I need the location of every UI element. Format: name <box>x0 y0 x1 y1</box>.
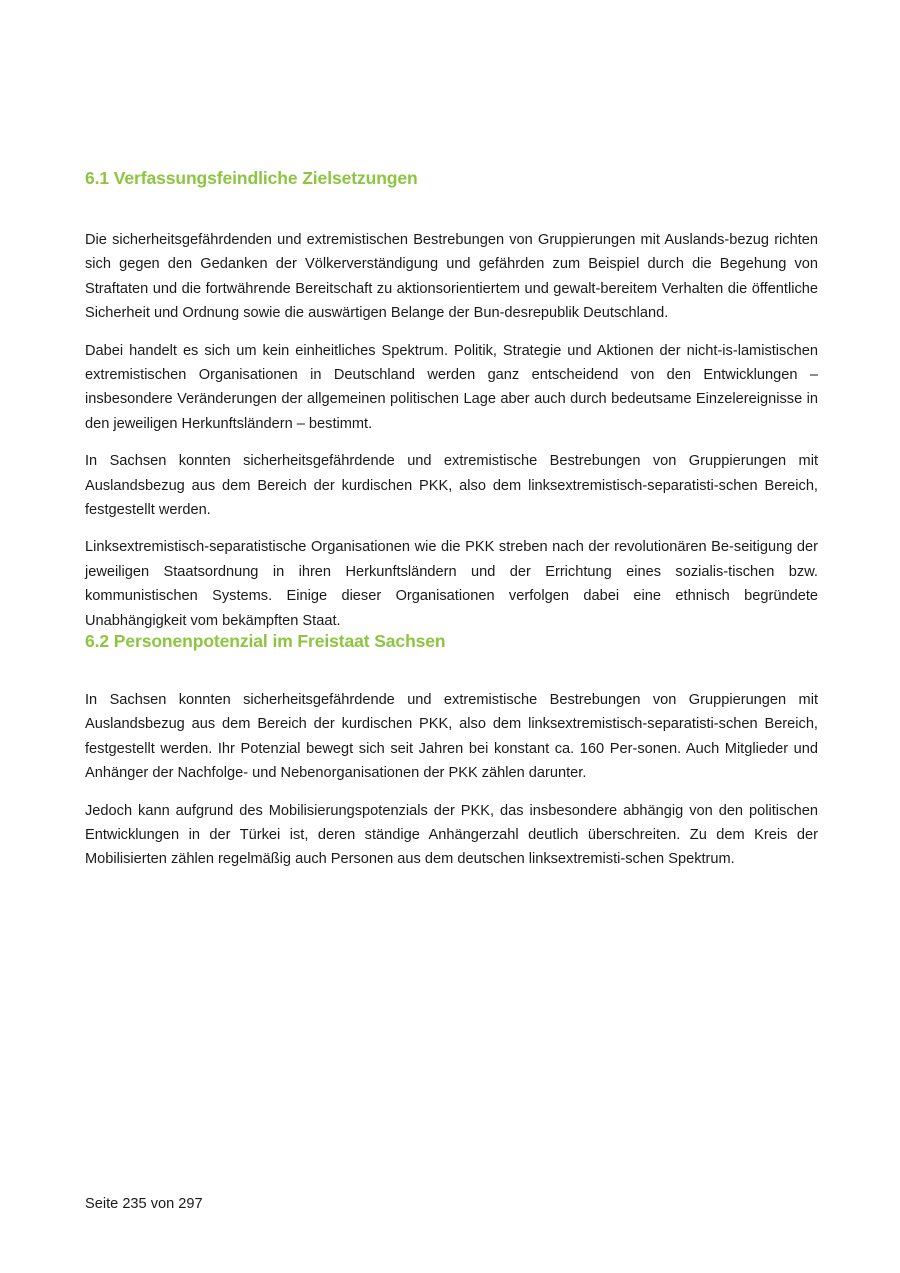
page-footer: Seite 235 von 297 <box>85 1196 203 1212</box>
heading-section-6-2: 6.2 Personenpotenzial im Freistaat Sachsen <box>85 631 446 651</box>
paragraph: In Sachsen konnten sicherheitsgefährdende und extremistische Bestrebungen von Gruppierungen mit Auslandsbezug aus dem Bereich der kurdischen PKK, also dem linksextremistisch-separatisti-schen Bereich, festgestellt werden. <box>85 453 818 519</box>
heading-section-6-1: 6.1 Verfassungsfeindliche Zielsetzungen <box>85 168 418 188</box>
paragraph: In Sachsen konnten sicherheitsgefährdende und extremistische Bestrebungen von Gruppierungen mit Auslandsbezug aus dem Bereich der kurdischen PKK, also dem linksextremistisch-separatisti-schen Bereich, festgestellt werden. Ihr Potenzial bewegt sich seit Jahren bei konstant ca. 160 Per-sonen. Auch Mitglieder und Anhänger der Nachfolge- und Nebenorganisationen der PKK zählen darunter. <box>85 692 818 782</box>
section-6-2-body <box>85 688 818 872</box>
paragraph: Die sicherheitsgefährdenden und extremistischen Bestrebungen von Gruppierungen mit Auslands-bezug richten sich gegen den Gedanken der Völkerverständigung und gefährden zum Beispiel durch die Begehung von Straftaten und die fortwährende Bereitschaft zu aktionsorientiertem und gewalt-bereitem Verhalten die öffentliche Sicherheit und Ordnung sowie die auswärtigen Belange der Bun-desrepublik Deutschland. <box>85 232 818 322</box>
paragraph: Jedoch kann aufgrund des Mobilisierungspotenzials der PKK, das insbesondere abhängig von den politischen Entwicklungen in der Türkei ist, deren ständige Anhängerzahl deutlich überschreiten. Zu dem Kreis der Mobilisierten zählen regelmäßig auch Personen aus dem deutschen linksextremisti-schen Spektrum. <box>85 802 818 868</box>
paragraph: Dabei handelt es sich um kein einheitliches Spektrum. Politik, Strategie und Aktionen der nicht-is-lamistischen extremistischen Organisationen in Deutschland werden ganz entscheidend von den Entwicklungen – insbesondere Veränderungen der allgemeinen politischen Lage aber auch durch bedeutsame Einzelereignisse in den jeweiligen Herkunftsländern – bestimmt. <box>85 342 818 432</box>
paragraph: Linksextremistisch-separatistische Organisationen wie die PKK streben nach der revolutionären Be-seitigung der jeweiligen Staatsordnung in ihren Herkunftsländern und der Errichtung eines sozialis-tischen bzw. kommunistischen Systems. Einige dieser Organisationen verfolgen dabei eine ethnisch begründete Unabhängigkeit vom bekämpften Staat. <box>85 539 818 629</box>
section-6-1-body <box>85 228 818 633</box>
